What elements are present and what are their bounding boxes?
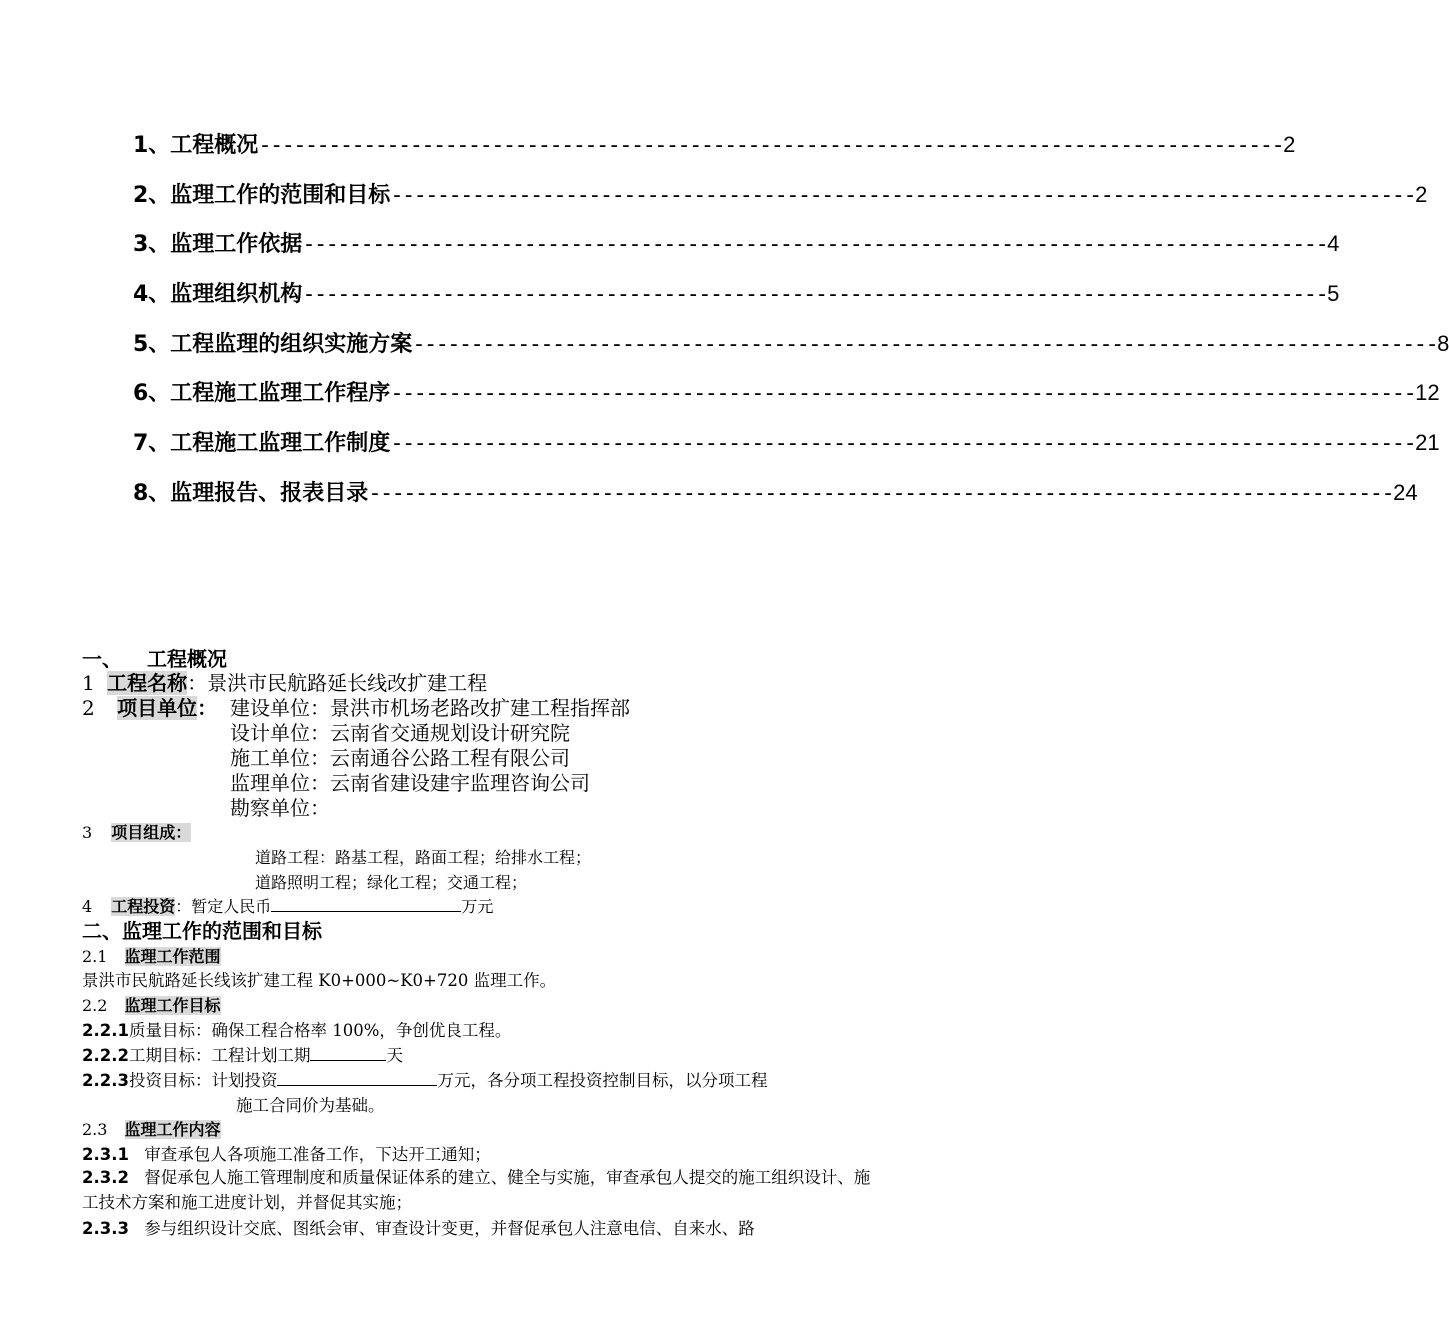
- subsection-title: 监理工作范围: [124, 947, 221, 966]
- toc-entry-title: 5、工程监理的组织实施方案: [133, 331, 413, 357]
- item-number: 3: [82, 823, 93, 842]
- project-units-line: [82, 692, 217, 721]
- clause-number: 2.2.3: [82, 1071, 129, 1090]
- schedule-target-suffix: 天: [386, 1046, 403, 1065]
- toc-dash-leader: ----------------------------------------------------------------------------------------: [390, 381, 1416, 407]
- table-of-contents: [133, 128, 1449, 526]
- toc-entry[interactable]: [133, 178, 1428, 228]
- toc-entry-title: 3、监理工作依据: [133, 232, 303, 258]
- section1-heading-text: 工程概况: [146, 647, 227, 671]
- clause-number: 2.2.2: [82, 1046, 129, 1065]
- investment-target-line: [82, 1067, 767, 1091]
- toc-entry-title: 7、工程施工监理工作制度: [133, 431, 391, 457]
- toc-entry-page: 12: [1415, 380, 1440, 406]
- schedule-target-line: [82, 1042, 403, 1066]
- quality-target-line: [82, 1017, 511, 1041]
- unit-entry: 勘察单位：: [230, 796, 330, 820]
- toc-entry[interactable]: [133, 426, 1440, 476]
- toc-entry-page: 2: [1283, 132, 1296, 157]
- quality-target-text: 质量目标：确保工程合格率 100%，争创优良工程。: [128, 1021, 512, 1040]
- project-composition-label: 项目组成：: [111, 823, 192, 842]
- item-number: 1: [82, 671, 95, 695]
- work-item-paragraph: [82, 1165, 872, 1215]
- toc-entry-title: 4、监理组织机构: [133, 282, 303, 308]
- unit-entry: 监理单位：云南省建设建宇监理咨询公司: [230, 771, 590, 795]
- subsection-title: 监理工作内容: [124, 1120, 221, 1139]
- work-item-text: 督促承包人施工管理制度和质量保证体系的建立、健全与实施，审查承包人提交的施工组织设计、施工技术方案和施工进度计划，并督促其实施；: [82, 1168, 871, 1212]
- toc-entry-page: 2: [1415, 181, 1428, 207]
- investment-target-prefix: 投资目标：计划投资: [128, 1071, 278, 1090]
- toc-dash-leader: ----------------------------------------------------------------------------------------: [302, 232, 1328, 258]
- work-item-line: [82, 1141, 491, 1165]
- toc-dash-leader: ----------------------------------------------------------------------------------------: [258, 133, 1284, 158]
- toc-entry[interactable]: [133, 277, 1340, 327]
- unit-entry: 施工单位：云南通谷公路工程有限公司: [230, 746, 570, 770]
- unit-entry: 建设单位：景洪市机场老路改扩建工程指挥部: [230, 696, 630, 720]
- item-number: 4: [82, 897, 93, 916]
- work-item-line: [82, 1215, 755, 1239]
- clause-number: 2.3.2: [82, 1168, 129, 1187]
- section2-heading: 二、监理工作的范围和目标: [82, 919, 322, 943]
- clause-number: 2.2.1: [82, 1021, 129, 1040]
- scope-text: 景洪市民航路延长线该扩建工程 K0+000~K0+720 监理工作。: [82, 971, 557, 990]
- unit-entry: 设计单位：云南省交通规划设计研究院: [230, 721, 570, 745]
- toc-entry-page: 21: [1415, 430, 1440, 456]
- investment-target-continuation: 施工合同价为基础。: [236, 1096, 385, 1115]
- toc-entry[interactable]: [133, 227, 1340, 277]
- toc-entry-title: 6、工程施工监理工作程序: [133, 381, 391, 407]
- investment-blank[interactable]: [271, 897, 461, 912]
- clause-number: 2.3.1: [82, 1145, 129, 1164]
- subsection-2-2-heading: [82, 993, 221, 1016]
- item-number: 2: [82, 696, 95, 720]
- toc-entry-page: 8: [1437, 330, 1449, 356]
- toc-entry-page: 4: [1327, 231, 1340, 257]
- investment-prefix: ：暂定人民币: [175, 897, 272, 916]
- toc-entry-title: 2、监理工作的范围和目标: [133, 182, 391, 208]
- toc-dash-leader: ----------------------------------------------------------------------------------------: [390, 182, 1416, 208]
- toc-entry-title: 8、监理报告、报表目录: [133, 480, 369, 506]
- work-item-text: 审查承包人各项施工准备工作，下达开工通知；: [144, 1145, 491, 1164]
- subsection-2-3-heading: [82, 1117, 221, 1140]
- toc-dash-leader: ----------------------------------------------------------------------------------------: [368, 480, 1394, 506]
- toc-entry-page: 5: [1327, 281, 1340, 307]
- work-item-text: 参与组织设计交底、图纸会审、审查设计变更，并督促承包人注意电信、自来水、路: [144, 1219, 755, 1238]
- toc-entry[interactable]: [133, 476, 1418, 526]
- toc-entry[interactable]: [133, 128, 1296, 178]
- toc-dash-leader: ----------------------------------------------------------------------------------------: [412, 331, 1438, 357]
- toc-entry-title: 1、工程概况: [133, 133, 259, 158]
- investment-line: [82, 894, 493, 917]
- investment-suffix: 万元: [461, 897, 494, 916]
- composition-entry: 道路照明工程；绿化工程；交通工程；: [255, 873, 528, 892]
- schedule-target-prefix: 工期目标：工程计划工期: [128, 1046, 311, 1065]
- project-units-label: 项目单位: [117, 696, 198, 720]
- subsection-number: 2.3: [82, 1120, 108, 1139]
- section1-heading-number: 一、: [82, 647, 122, 671]
- subsection-number: 2.2: [82, 996, 108, 1015]
- toc-dash-leader: ----------------------------------------------------------------------------------------: [390, 431, 1416, 457]
- toc-entry-page: 24: [1393, 479, 1418, 505]
- subsection-number: 2.1: [82, 947, 108, 966]
- toc-entry[interactable]: [133, 376, 1440, 426]
- toc-dash-leader: ----------------------------------------------------------------------------------------: [302, 282, 1328, 308]
- schedule-blank[interactable]: [310, 1046, 386, 1061]
- investment-target-blank[interactable]: [277, 1071, 437, 1086]
- investment-label: 工程投资: [111, 897, 176, 916]
- project-composition-line: [82, 820, 191, 843]
- composition-entry: 道路工程：路基工程，路面工程；给排水工程；: [255, 848, 592, 867]
- project-name-label: 工程名称: [107, 671, 188, 695]
- investment-target-suffix: 万元，各分项工程投资控制目标，以分项工程: [437, 1071, 768, 1090]
- project-name-value: ：景洪市民航路延长线改扩建工程: [187, 671, 488, 695]
- subsection-2-1-heading: [82, 944, 221, 967]
- project-units-colon: ：: [197, 696, 218, 720]
- subsection-title: 监理工作目标: [124, 996, 221, 1015]
- clause-number: 2.3.3: [82, 1219, 129, 1238]
- toc-entry[interactable]: [133, 327, 1449, 377]
